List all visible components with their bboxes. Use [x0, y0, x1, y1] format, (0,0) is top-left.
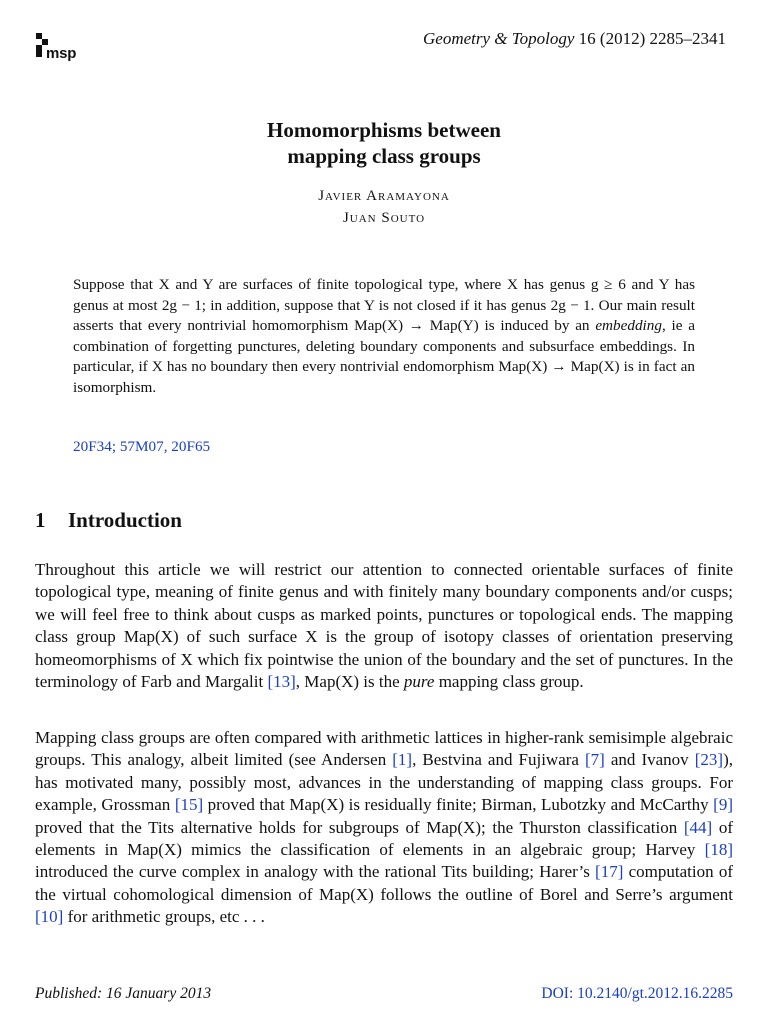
msc-classification-link[interactable]: 20F34; 57M07, 20F65 [73, 438, 211, 455]
citation-link[interactable]: [15] [174, 795, 204, 815]
paragraph-text: for arithmetic groups, etc . . . [63, 907, 265, 927]
body-paragraph [35, 727, 733, 929]
abstract [73, 275, 695, 399]
citation-link[interactable]: [23] [694, 750, 724, 770]
paragraph-text: proved that the Tits alternative holds for subgroups of Map(X); the Thurston classification [35, 817, 684, 837]
paragraph-text: introduced the curve complex in analogy with the rational Tits building; Harer’s [35, 862, 596, 882]
abstract-text: Suppose that X and Y are surfaces of finite topological type, where X has genus g ≥ 6 and Y has genus at most 2g − 1; in addition, suppose that Y is not closed if it has genus 2g − 1. Our main result asserts that every nontrivial homomorphism Map(X) → Map(Y) is induced by an [73, 276, 695, 335]
citation-link[interactable]: [44] [683, 817, 713, 837]
logo-text: msp [46, 45, 77, 62]
paragraph-text: Mapping class groups are often compared with arithmetic lattices in higher-rank semisimple algebraic groups. This analogy, albeit limited (see Andersen [35, 728, 733, 770]
title-line: Homomorphisms between [267, 118, 501, 142]
paragraph-text: proved that Map(X) is residually finite; Birman, Lubotzky and McCarthy [203, 795, 714, 815]
title-line: mapping class groups [287, 144, 481, 168]
logo-square [36, 51, 42, 57]
paragraph-text: ), has motivated many, possibly most, advances in the understanding of mapping class groups. For example, Grossman [35, 750, 733, 815]
paragraph-text: computation of the virtual cohomological dimension of Map(X) follows the outline of Borel and Serre’s argument [35, 862, 733, 904]
abstract-emphasis: embedding [595, 317, 662, 335]
published-date: Published: 16 January 2013 [35, 985, 212, 1002]
paragraph-text: mapping class group. [434, 672, 584, 692]
doi-link[interactable]: DOI: 10.2140/gt.2012.16.2285 [541, 985, 733, 1002]
paragraph-emphasis: pure [403, 672, 435, 692]
paragraph-text: of elements in Map(X) mimics the classification of elements in an algebraic group; Harvey [35, 817, 733, 860]
msp-logo [36, 33, 96, 63]
section-heading [35, 508, 182, 533]
citation-link[interactable]: [13] [267, 672, 296, 692]
citation-link[interactable]: [9] [713, 795, 733, 815]
paragraph-text: , Bestvina and Fujiwara [412, 750, 585, 770]
author-name: Juan Souto [342, 210, 426, 226]
citation-link[interactable]: [17] [595, 862, 624, 882]
citation-link[interactable]: [7] [585, 750, 605, 770]
section-number: 1 [35, 508, 46, 532]
paper-title [0, 117, 768, 169]
section-title: Introduction [68, 508, 182, 532]
author-name: Javier Aramayona [318, 188, 450, 204]
paragraph-text: , Map(X) is the [295, 672, 404, 692]
journal-issue: 16 (2012) 2285–2341 [578, 29, 726, 48]
body-paragraph [35, 559, 733, 693]
author-list [0, 185, 768, 229]
citation-link[interactable]: [10] [35, 907, 64, 927]
journal-citation [423, 29, 726, 49]
paragraph-text: and Ivanov [604, 750, 695, 770]
abstract-text: , ie a combination of forgetting punctures, deleting boundary components and subsurface embeddings. In particular, if X has no boundary then every nontrivial endomorphism Map(X) → Map(X) is in fact an isomorphism. [73, 317, 696, 396]
journal-name: Geometry & Topology [423, 29, 575, 48]
citation-link[interactable]: [1] [392, 750, 413, 770]
citation-link[interactable]: [18] [704, 840, 733, 860]
paragraph-text: Throughout this article we will restrict our attention to connected orientable surfaces of finite topological type, meaning of finite genus and with finitely many boundary components and/or cusps; we will feel free to think about cusps as marked points, punctures or topological ends. The mapping class group Map(X) of such surface X is the group of isotopy classes of orientation preserving homeomorphisms of X which fix pointwise the union of the boundary and the set of punctures. In the terminology of Farb and Margalit [35, 560, 733, 692]
